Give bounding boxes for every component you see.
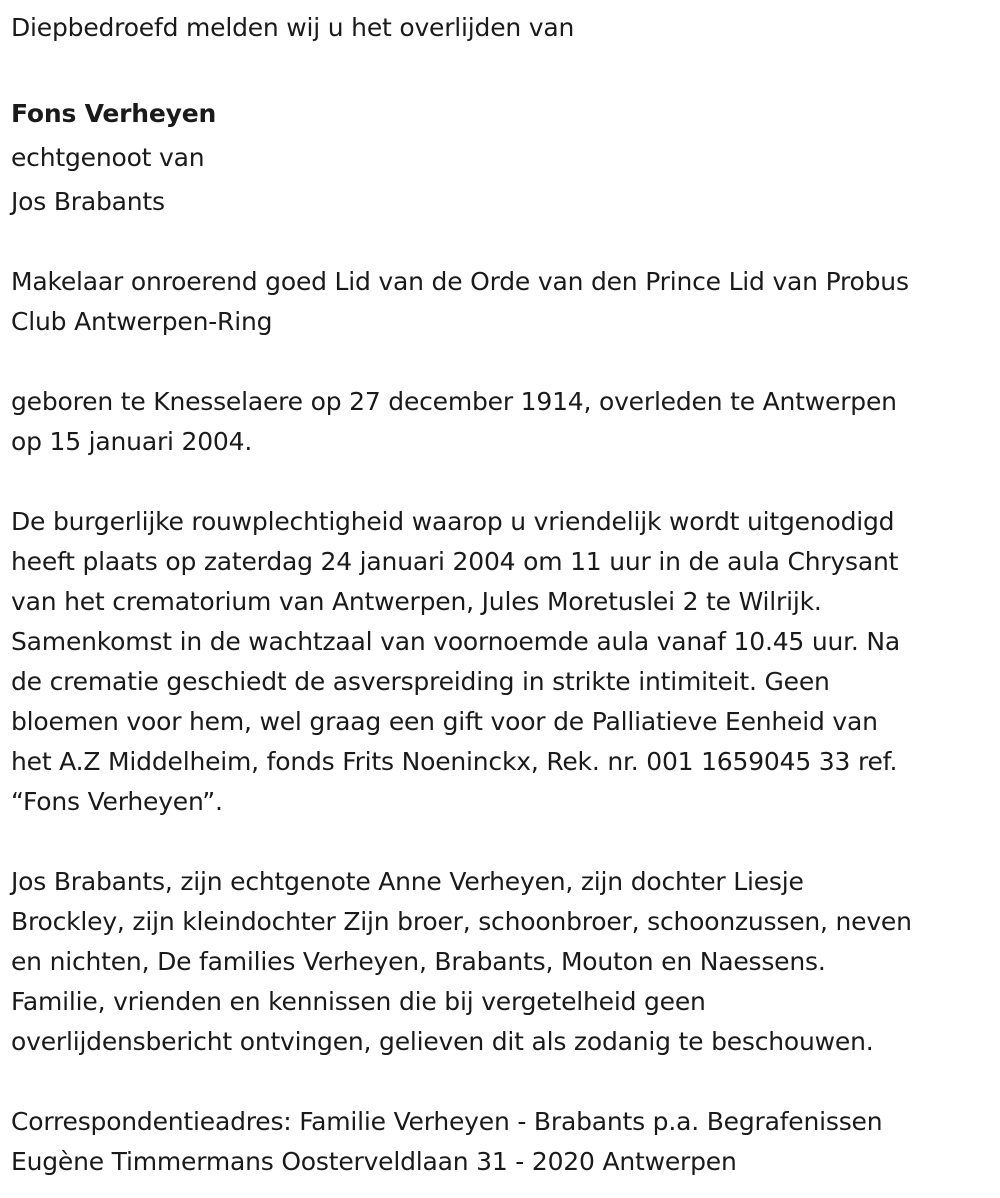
ceremony-line: van het crematorium van Antwerpen, Jules Moretuslei 2 te Wilrijk. [11,587,822,616]
ceremony-line: bloemen voor hem, wel graag een gift voor de Palliatieve Eenheid van [11,707,878,736]
family-line: overlijdensbericht ontvingen, gelieven dit als zodanig te beschouwen. [11,1027,874,1056]
ceremony-line: De burgerlijke rouwplechtigheid waarop u vriendelijk wordt uitgenodigd [11,507,895,536]
birth-death-line-2: op 15 januari 2004. [11,427,253,456]
profession-line-2: Club Antwerpen-Ring [11,307,273,336]
ceremony-line: de crematie geschiedt de asverspreiding in strikte intimiteit. Geen [11,667,830,696]
ceremony-line: “Fons Verheyen”. [11,787,223,816]
family-line: Brockley, zijn kleindochter Zijn broer, schoonbroer, schoonzussen, neven [11,907,912,936]
family-line: Jos Brabants, zijn echtgenote Anne Verheyen, zijn dochter Liesje [11,867,804,896]
correspondence-line-2: Eugène Timmermans Oosterveldlaan 31 - 2020 Antwerpen [11,1147,737,1176]
spouse-name: Jos Brabants [11,187,165,216]
spacer [11,462,990,502]
intro-text: Diepbedroefd melden wij u het overlijden van [11,13,575,42]
ceremony-line: Samenkomst in de wachtzaal van voornoemde aula vanaf 10.45 uur. Na [11,627,901,656]
spacer [11,222,990,262]
correspondence-line-1: Correspondentieadres: Familie Verheyen - Brabants p.a. Begrafenissen [11,1107,883,1136]
family-line: en nichten, De families Verheyen, Brabants, Mouton en Naessens. [11,947,826,976]
deceased-name: Fons Verheyen [11,99,217,128]
relation-text: echtgenoot van [11,143,205,172]
ceremony-line: het A.Z Middelheim, fonds Frits Noeninckx, Rek. nr. 001 1659045 33 ref. [11,747,898,776]
profession-line-1: Makelaar onroerend goed Lid van de Orde van den Prince Lid van Probus [11,267,909,296]
spacer [11,1062,990,1102]
ceremony-line: heeft plaats op zaterdag 24 januari 2004 om 11 uur in de aula Chrysant [11,547,899,576]
ceremony-paragraph [11,502,990,822]
spacer [11,48,990,94]
spacer [11,342,990,382]
birth-death-line-1: geboren te Knesselaere op 27 december 1914, overleden te Antwerpen [11,387,897,416]
family-line: Familie, vrienden en kennissen die bij vergetelheid geen [11,987,706,1016]
family-paragraph [11,862,990,1062]
spacer [11,822,990,862]
